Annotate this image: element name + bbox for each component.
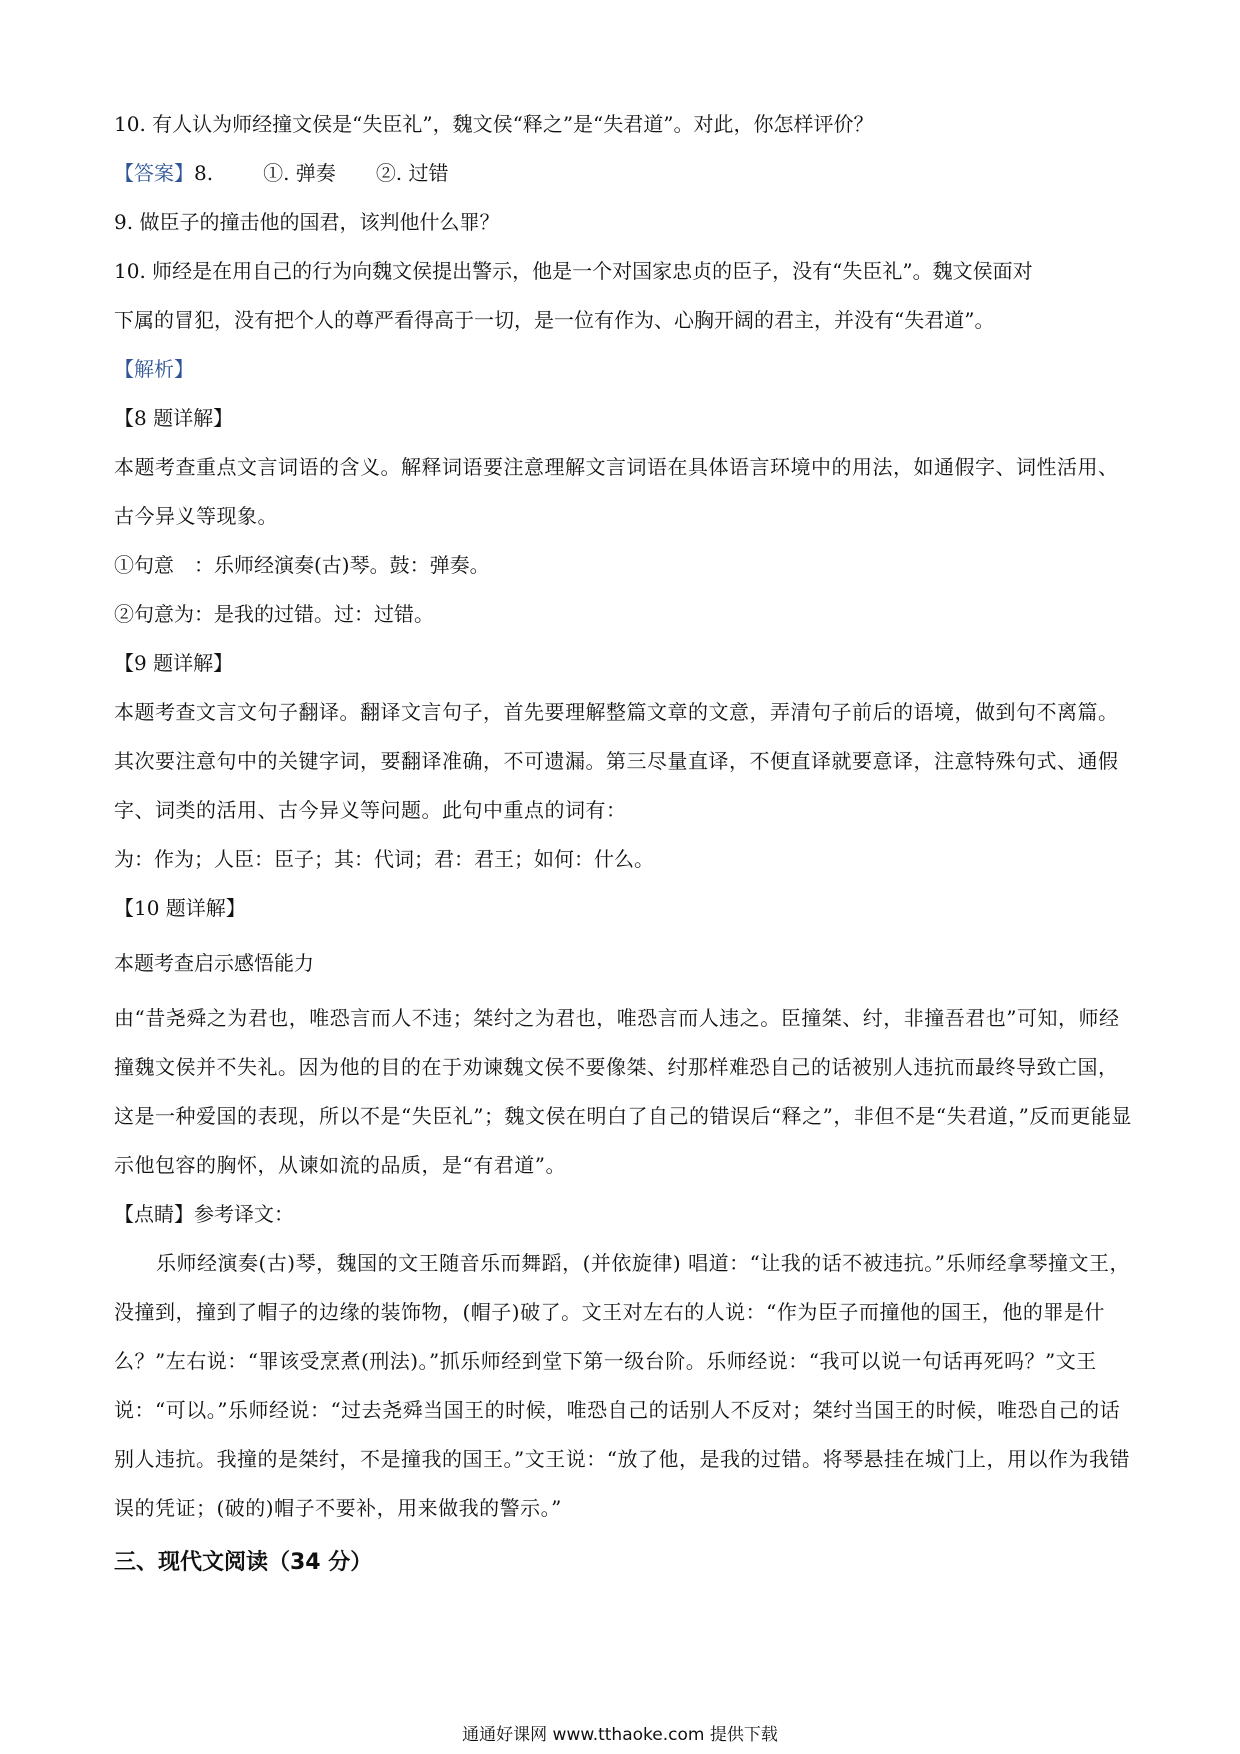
- answer-q8-item1: ①. 弹奏: [263, 161, 336, 185]
- analysis-tag: 【解析】: [114, 357, 194, 381]
- answer-q9: 9. 做臣子的撞击他的国君，该判他什么罪？: [114, 210, 500, 234]
- dianjing-title: 【点睛】参考译文：: [114, 1202, 294, 1226]
- q10-detail-intro: 本题考查启示感悟能力: [114, 951, 314, 975]
- answer-q8-item2: ②. 过错: [375, 161, 449, 185]
- q9-detail-text: 本题考查文言文句子翻译。翻译文言句子，首先要理解整篇文章的文意，弄清句子前后的语境，做到句不离篇。其次要注意句中的关键字词，要翻译准确，不可遗漏。第三尽量直译，不便直译就要意译，注意特殊句式、通假字、词类的活用、古今异义等问题。此句中重点的词有：: [114, 700, 1119, 822]
- answer-q8-number: 8.: [194, 161, 214, 185]
- answer-q10-line1: 10. 师经是在用自己的行为向魏文侯提出警示，他是一个对国家忠贞的臣子，没有“失臣礼”。魏文侯面对: [114, 259, 1033, 283]
- page-footer: 通通好课网 www.tthaoke.com 提供下载: [462, 1725, 778, 1745]
- q8-detail-text: 本题考查重点文言词语的含义。解释词语要注意理解文言词语在具体语言环境中的用法，如通假字、词性活用、古今异义等现象。: [114, 455, 1119, 528]
- q8-detail-title: 【8 题详解】: [114, 406, 234, 430]
- question-10: 10. 有人认为师经撞文侯是“失臣礼”，魏文侯“释之”是“失君道”。对此，你怎样评价？: [114, 112, 874, 136]
- q8-detail-item1: ①句意 ：乐师经演奏(古)琴。鼓：弹奏。: [114, 553, 490, 577]
- q8-detail-item2: ②句意为：是我的过错。过：过错。: [114, 602, 434, 626]
- q9-detail-title: 【9 题详解】: [114, 651, 234, 675]
- answer-q10-line2: 下属的冒犯，没有把个人的尊严看得高于一切，是一位有作为、心胸开阔的君主，并没有“失君道”。: [114, 308, 995, 332]
- answer-tag: 【答案】: [114, 161, 194, 185]
- section-heading: 三、现代文阅读（34 分）: [114, 1550, 373, 1575]
- q9-detail-words: 为：作为；人臣：臣子；其：代词；君：君王；如何：什么。: [114, 847, 654, 871]
- dianjing-translation: 乐师经演奏(古)琴，魏国的文王随音乐而舞蹈，(并依旋律) 唱道：“让我的话不被违抗。”乐师经拿琴撞文王，没撞到，撞到了帽子的边缘的装饰物，(帽子)破了。文王对左右的人说：“作为臣子而撞他的国王，他的罪是什么？”左右说：“罪该受烹煮(刑法)。”抓乐师经到堂下第一级台阶。乐师经说：“我可以说一句话再死吗？”文王说：“可以。”乐师经说：“过去尧舜当国王的时候，唯恐自己的话别人不反对；桀纣当国王的时候，唯恐自己的话别人违抗。我撞的是桀纣，不是撞我的国王。”文王说：“放了他，是我的过错。将琴悬挂在城门上，用以作为我错误的凭证；(破的)帽子不要补，用来做我的警示。”: [114, 1251, 1131, 1520]
- q10-detail-title: 【10 题详解】: [114, 896, 246, 920]
- document-body: [114, 100, 1134, 1589]
- q10-detail-text: 由“昔尧舜之为君也，唯恐言而人不违；桀纣之为君也，唯恐言而人违之。臣撞桀、纣，非撞吾君也”可知，师经撞魏文侯并不失礼。因为他的目的在于劝谏魏文侯不要像桀、纣那样难恐自己的话被别人违抗而最终导致亡国，这是一种爱国的表现，所以不是“失臣礼”；魏文侯在明白了自己的错误后“释之”，非但不是“失君道，”反而更能显示他包容的胸怀，从谏如流的品质，是“有君道”。: [114, 1006, 1132, 1177]
- answer-line: [114, 149, 1134, 198]
